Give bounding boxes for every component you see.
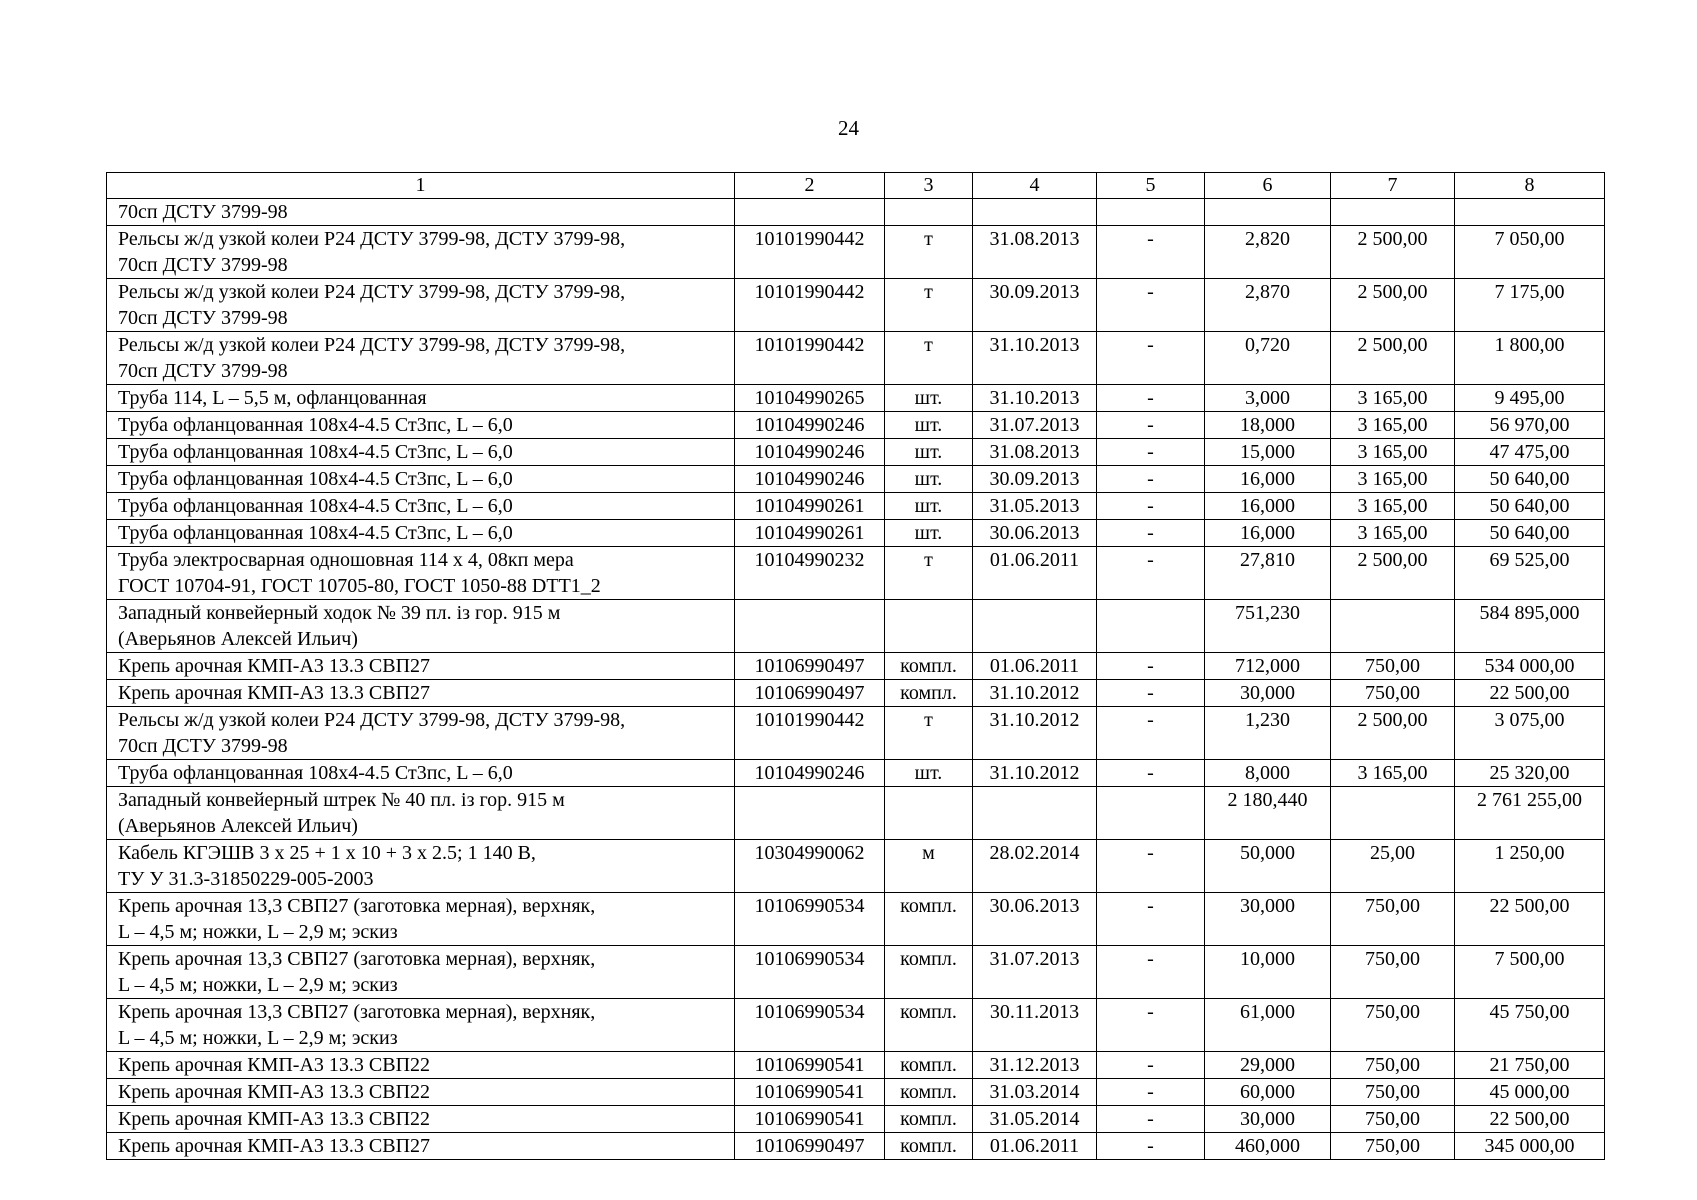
col5-value: - [1097, 493, 1205, 520]
unit [885, 600, 973, 653]
col5-value [1097, 199, 1205, 226]
item-code [735, 199, 885, 226]
item-name: Западный конвейерный ходок № 39 пл. із гор. 915 м (Аверьянов Алексей Ильич) [107, 600, 735, 653]
item-name: Крепь арочная КМП-А3 13.3 СВП22 [107, 1079, 735, 1106]
item-code [735, 600, 885, 653]
item-name: Труба офланцованная 108х4-4.5 Ст3пс, L – 6,0 [107, 412, 735, 439]
col5-value: - [1097, 412, 1205, 439]
item-name: Рельсы ж/д узкой колеи Р24 ДСТУ 3799-98, ДСТУ 3799-98, 70сп ДСТУ 3799-98 [107, 279, 735, 332]
item-code: 10104990246 [735, 466, 885, 493]
col5-value: - [1097, 946, 1205, 999]
date: 28.02.2014 [973, 840, 1097, 893]
col5-value: - [1097, 999, 1205, 1052]
unit: шт. [885, 439, 973, 466]
quantity: 3,000 [1205, 385, 1331, 412]
price: 750,00 [1331, 653, 1455, 680]
unit: т [885, 332, 973, 385]
item-name: Крепь арочная КМП-А3 13.3 СВП27 [107, 680, 735, 707]
unit: компл. [885, 999, 973, 1052]
unit: т [885, 547, 973, 600]
sum [1455, 199, 1605, 226]
item-code: 10106990534 [735, 946, 885, 999]
price: 750,00 [1331, 893, 1455, 946]
unit [885, 787, 973, 840]
quantity: 18,000 [1205, 412, 1331, 439]
table-row [107, 1052, 1605, 1079]
date: 31.03.2014 [973, 1079, 1097, 1106]
item-code: 10106990497 [735, 680, 885, 707]
date: 30.11.2013 [973, 999, 1097, 1052]
table-row [107, 226, 1605, 279]
unit [885, 199, 973, 226]
item-name: Крепь арочная КМП-А3 13.3 СВП22 [107, 1106, 735, 1133]
sum: 45 000,00 [1455, 1079, 1605, 1106]
page-number: 24 [838, 116, 859, 140]
item-code: 10106990541 [735, 1106, 885, 1133]
price: 2 500,00 [1331, 226, 1455, 279]
unit: компл. [885, 1106, 973, 1133]
table-row [107, 1079, 1605, 1106]
col5-value: - [1097, 680, 1205, 707]
sum: 50 640,00 [1455, 520, 1605, 547]
sum: 584 895,000 [1455, 600, 1605, 653]
item-name: Труба офланцованная 108х4-4.5 Ст3пс, L – 6,0 [107, 520, 735, 547]
table-row [107, 466, 1605, 493]
quantity: 2,870 [1205, 279, 1331, 332]
price: 2 500,00 [1331, 332, 1455, 385]
item-name: Крепь арочная 13,3 СВП27 (заготовка мерная), верхняк, L – 4,5 м; ножки, L – 2,9 м; эскиз [107, 946, 735, 999]
unit: компл. [885, 1079, 973, 1106]
col5-value: - [1097, 707, 1205, 760]
sum: 1 800,00 [1455, 332, 1605, 385]
quantity: 16,000 [1205, 520, 1331, 547]
quantity: 30,000 [1205, 893, 1331, 946]
item-code [735, 787, 885, 840]
table-row [107, 760, 1605, 787]
quantity: 29,000 [1205, 1052, 1331, 1079]
sum: 3 075,00 [1455, 707, 1605, 760]
price: 750,00 [1331, 1052, 1455, 1079]
item-code: 10104990265 [735, 385, 885, 412]
item-name: Кабель КГЭШВ 3 х 25 + 1 х 10 + 3 х 2.5; 1 140 В, ТУ У 31.3-31850229-005-2003 [107, 840, 735, 893]
date: 30.09.2013 [973, 279, 1097, 332]
table-row [107, 279, 1605, 332]
unit: т [885, 707, 973, 760]
item-name: Крепь арочная 13,3 СВП27 (заготовка мерная), верхняк, L – 4,5 м; ножки, L – 2,9 м; эскиз [107, 893, 735, 946]
date: 31.07.2013 [973, 946, 1097, 999]
date: 31.08.2013 [973, 439, 1097, 466]
quantity: 712,000 [1205, 653, 1331, 680]
quantity: 460,000 [1205, 1133, 1331, 1160]
unit: т [885, 279, 973, 332]
quantity: 30,000 [1205, 1106, 1331, 1133]
quantity: 2,820 [1205, 226, 1331, 279]
date: 01.06.2011 [973, 547, 1097, 600]
col5-value: - [1097, 332, 1205, 385]
inventory-table [106, 172, 1605, 1160]
price: 2 500,00 [1331, 547, 1455, 600]
col5-value: - [1097, 1052, 1205, 1079]
item-name: Западный конвейерный штрек № 40 пл. із гор. 915 м (Аверьянов Алексей Ильич) [107, 787, 735, 840]
price: 750,00 [1331, 1133, 1455, 1160]
unit: компл. [885, 653, 973, 680]
quantity: 61,000 [1205, 999, 1331, 1052]
item-name: 70сп ДСТУ 3799-98 [107, 199, 735, 226]
header-col-7: 7 [1331, 173, 1455, 199]
sum: 25 320,00 [1455, 760, 1605, 787]
price: 750,00 [1331, 1079, 1455, 1106]
sum: 21 750,00 [1455, 1052, 1605, 1079]
sum: 50 640,00 [1455, 493, 1605, 520]
item-code: 10101990442 [735, 707, 885, 760]
date: 31.10.2013 [973, 332, 1097, 385]
item-name: Рельсы ж/д узкой колеи Р24 ДСТУ 3799-98, ДСТУ 3799-98, 70сп ДСТУ 3799-98 [107, 332, 735, 385]
table-header-row [107, 173, 1605, 199]
price: 3 165,00 [1331, 385, 1455, 412]
price: 3 165,00 [1331, 439, 1455, 466]
unit: шт. [885, 520, 973, 547]
item-code: 10106990534 [735, 893, 885, 946]
quantity: 751,230 [1205, 600, 1331, 653]
table-row [107, 520, 1605, 547]
price: 2 500,00 [1331, 279, 1455, 332]
price: 3 165,00 [1331, 412, 1455, 439]
table-row [107, 653, 1605, 680]
table-row [107, 332, 1605, 385]
sum: 1 250,00 [1455, 840, 1605, 893]
price: 750,00 [1331, 999, 1455, 1052]
quantity: 60,000 [1205, 1079, 1331, 1106]
table-row [107, 547, 1605, 600]
col5-value: - [1097, 466, 1205, 493]
table-row [107, 412, 1605, 439]
price: 25,00 [1331, 840, 1455, 893]
item-code: 10104990261 [735, 520, 885, 547]
quantity: 0,720 [1205, 332, 1331, 385]
item-name: Труба офланцованная 108х4-4.5 Ст3пс, L – 6,0 [107, 439, 735, 466]
price: 750,00 [1331, 680, 1455, 707]
quantity: 15,000 [1205, 439, 1331, 466]
date: 30.09.2013 [973, 466, 1097, 493]
item-code: 10101990442 [735, 279, 885, 332]
item-code: 10104990246 [735, 439, 885, 466]
col5-value: - [1097, 439, 1205, 466]
table-row [107, 787, 1605, 840]
col5-value: - [1097, 1133, 1205, 1160]
table-row [107, 493, 1605, 520]
item-code: 10104990246 [735, 760, 885, 787]
price: 3 165,00 [1331, 520, 1455, 547]
price: 3 165,00 [1331, 493, 1455, 520]
date: 31.08.2013 [973, 226, 1097, 279]
col5-value [1097, 787, 1205, 840]
col5-value: - [1097, 520, 1205, 547]
quantity: 16,000 [1205, 493, 1331, 520]
sum: 22 500,00 [1455, 680, 1605, 707]
col5-value: - [1097, 840, 1205, 893]
date: 31.10.2012 [973, 760, 1097, 787]
col5-value [1097, 600, 1205, 653]
sum: 69 525,00 [1455, 547, 1605, 600]
quantity: 10,000 [1205, 946, 1331, 999]
col5-value: - [1097, 547, 1205, 600]
header-col-4: 4 [973, 173, 1097, 199]
date: 01.06.2011 [973, 653, 1097, 680]
price: 750,00 [1331, 1106, 1455, 1133]
unit: компл. [885, 946, 973, 999]
date [973, 600, 1097, 653]
table-row [107, 600, 1605, 653]
unit: компл. [885, 1052, 973, 1079]
date: 31.05.2014 [973, 1106, 1097, 1133]
header-col-6: 6 [1205, 173, 1331, 199]
unit: м [885, 840, 973, 893]
item-code: 10104990246 [735, 412, 885, 439]
sum: 56 970,00 [1455, 412, 1605, 439]
table-row [107, 680, 1605, 707]
item-name: Труба офланцованная 108х4-4.5 Ст3пс, L – 6,0 [107, 760, 735, 787]
item-name: Труба электросварная одношовная 114 х 4, 08кп мера ГОСТ 10704-91, ГОСТ 10705-80, ГОСТ 1050-88 DTT1_2 [107, 547, 735, 600]
unit: шт. [885, 412, 973, 439]
table-row [107, 199, 1605, 226]
sum: 45 750,00 [1455, 999, 1605, 1052]
unit: компл. [885, 1133, 973, 1160]
col5-value: - [1097, 1106, 1205, 1133]
date [973, 199, 1097, 226]
header-col-5: 5 [1097, 173, 1205, 199]
price [1331, 600, 1455, 653]
date: 31.12.2013 [973, 1052, 1097, 1079]
unit: компл. [885, 893, 973, 946]
item-name: Крепь арочная КМП-А3 13.3 СВП22 [107, 1052, 735, 1079]
unit: компл. [885, 680, 973, 707]
col5-value: - [1097, 1079, 1205, 1106]
price: 3 165,00 [1331, 760, 1455, 787]
quantity: 30,000 [1205, 680, 1331, 707]
price: 750,00 [1331, 946, 1455, 999]
table-row [107, 439, 1605, 466]
sum: 534 000,00 [1455, 653, 1605, 680]
date: 01.06.2011 [973, 1133, 1097, 1160]
quantity: 16,000 [1205, 466, 1331, 493]
quantity [1205, 199, 1331, 226]
price [1331, 787, 1455, 840]
table-row [107, 707, 1605, 760]
item-code: 10106990497 [735, 1133, 885, 1160]
item-code: 10104990261 [735, 493, 885, 520]
item-name: Рельсы ж/д узкой колеи Р24 ДСТУ 3799-98, ДСТУ 3799-98, 70сп ДСТУ 3799-98 [107, 226, 735, 279]
quantity: 50,000 [1205, 840, 1331, 893]
sum: 22 500,00 [1455, 1106, 1605, 1133]
unit: т [885, 226, 973, 279]
item-name: Крепь арочная КМП-А3 13.3 СВП27 [107, 1133, 735, 1160]
unit: шт. [885, 760, 973, 787]
item-name: Труба 114, L – 5,5 м, офланцованная [107, 385, 735, 412]
sum: 7 500,00 [1455, 946, 1605, 999]
col5-value: - [1097, 893, 1205, 946]
date: 31.05.2013 [973, 493, 1097, 520]
header-col-8: 8 [1455, 173, 1605, 199]
date: 30.06.2013 [973, 893, 1097, 946]
sum: 47 475,00 [1455, 439, 1605, 466]
item-name: Крепь арочная КМП-А3 13.3 СВП27 [107, 653, 735, 680]
price [1331, 199, 1455, 226]
item-name: Труба офланцованная 108х4-4.5 Ст3пс, L – 6,0 [107, 466, 735, 493]
sum: 22 500,00 [1455, 893, 1605, 946]
item-code: 10101990442 [735, 226, 885, 279]
date: 31.10.2013 [973, 385, 1097, 412]
table-row [107, 840, 1605, 893]
item-code: 10104990232 [735, 547, 885, 600]
unit: шт. [885, 466, 973, 493]
unit: шт. [885, 493, 973, 520]
date: 30.06.2013 [973, 520, 1097, 547]
col5-value: - [1097, 653, 1205, 680]
sum: 7 175,00 [1455, 279, 1605, 332]
header-col-1: 1 [107, 173, 735, 199]
item-name: Труба офланцованная 108х4-4.5 Ст3пс, L – 6,0 [107, 493, 735, 520]
item-code: 10106990497 [735, 653, 885, 680]
col5-value: - [1097, 760, 1205, 787]
table-row [107, 385, 1605, 412]
sum: 7 050,00 [1455, 226, 1605, 279]
date: 31.10.2012 [973, 680, 1097, 707]
table-body [107, 173, 1605, 1160]
price: 3 165,00 [1331, 466, 1455, 493]
table-row [107, 946, 1605, 999]
table-row [107, 1106, 1605, 1133]
col5-value: - [1097, 385, 1205, 412]
item-code: 10101990442 [735, 332, 885, 385]
item-code: 10106990541 [735, 1079, 885, 1106]
quantity: 27,810 [1205, 547, 1331, 600]
item-name: Крепь арочная 13,3 СВП27 (заготовка мерная), верхняк, L – 4,5 м; ножки, L – 2,9 м; эскиз [107, 999, 735, 1052]
header-col-3: 3 [885, 173, 973, 199]
price: 2 500,00 [1331, 707, 1455, 760]
date: 31.10.2012 [973, 707, 1097, 760]
date [973, 787, 1097, 840]
unit: шт. [885, 385, 973, 412]
table-row [107, 999, 1605, 1052]
header-col-2: 2 [735, 173, 885, 199]
table-row [107, 1133, 1605, 1160]
sum: 50 640,00 [1455, 466, 1605, 493]
table-row [107, 893, 1605, 946]
sum: 345 000,00 [1455, 1133, 1605, 1160]
quantity: 2 180,440 [1205, 787, 1331, 840]
quantity: 1,230 [1205, 707, 1331, 760]
sum: 2 761 255,00 [1455, 787, 1605, 840]
col5-value: - [1097, 279, 1205, 332]
item-code: 10106990541 [735, 1052, 885, 1079]
sum: 9 495,00 [1455, 385, 1605, 412]
item-code: 10106990534 [735, 999, 885, 1052]
quantity: 8,000 [1205, 760, 1331, 787]
item-code: 10304990062 [735, 840, 885, 893]
date: 31.07.2013 [973, 412, 1097, 439]
item-name: Рельсы ж/д узкой колеи Р24 ДСТУ 3799-98, ДСТУ 3799-98, 70сп ДСТУ 3799-98 [107, 707, 735, 760]
col5-value: - [1097, 226, 1205, 279]
